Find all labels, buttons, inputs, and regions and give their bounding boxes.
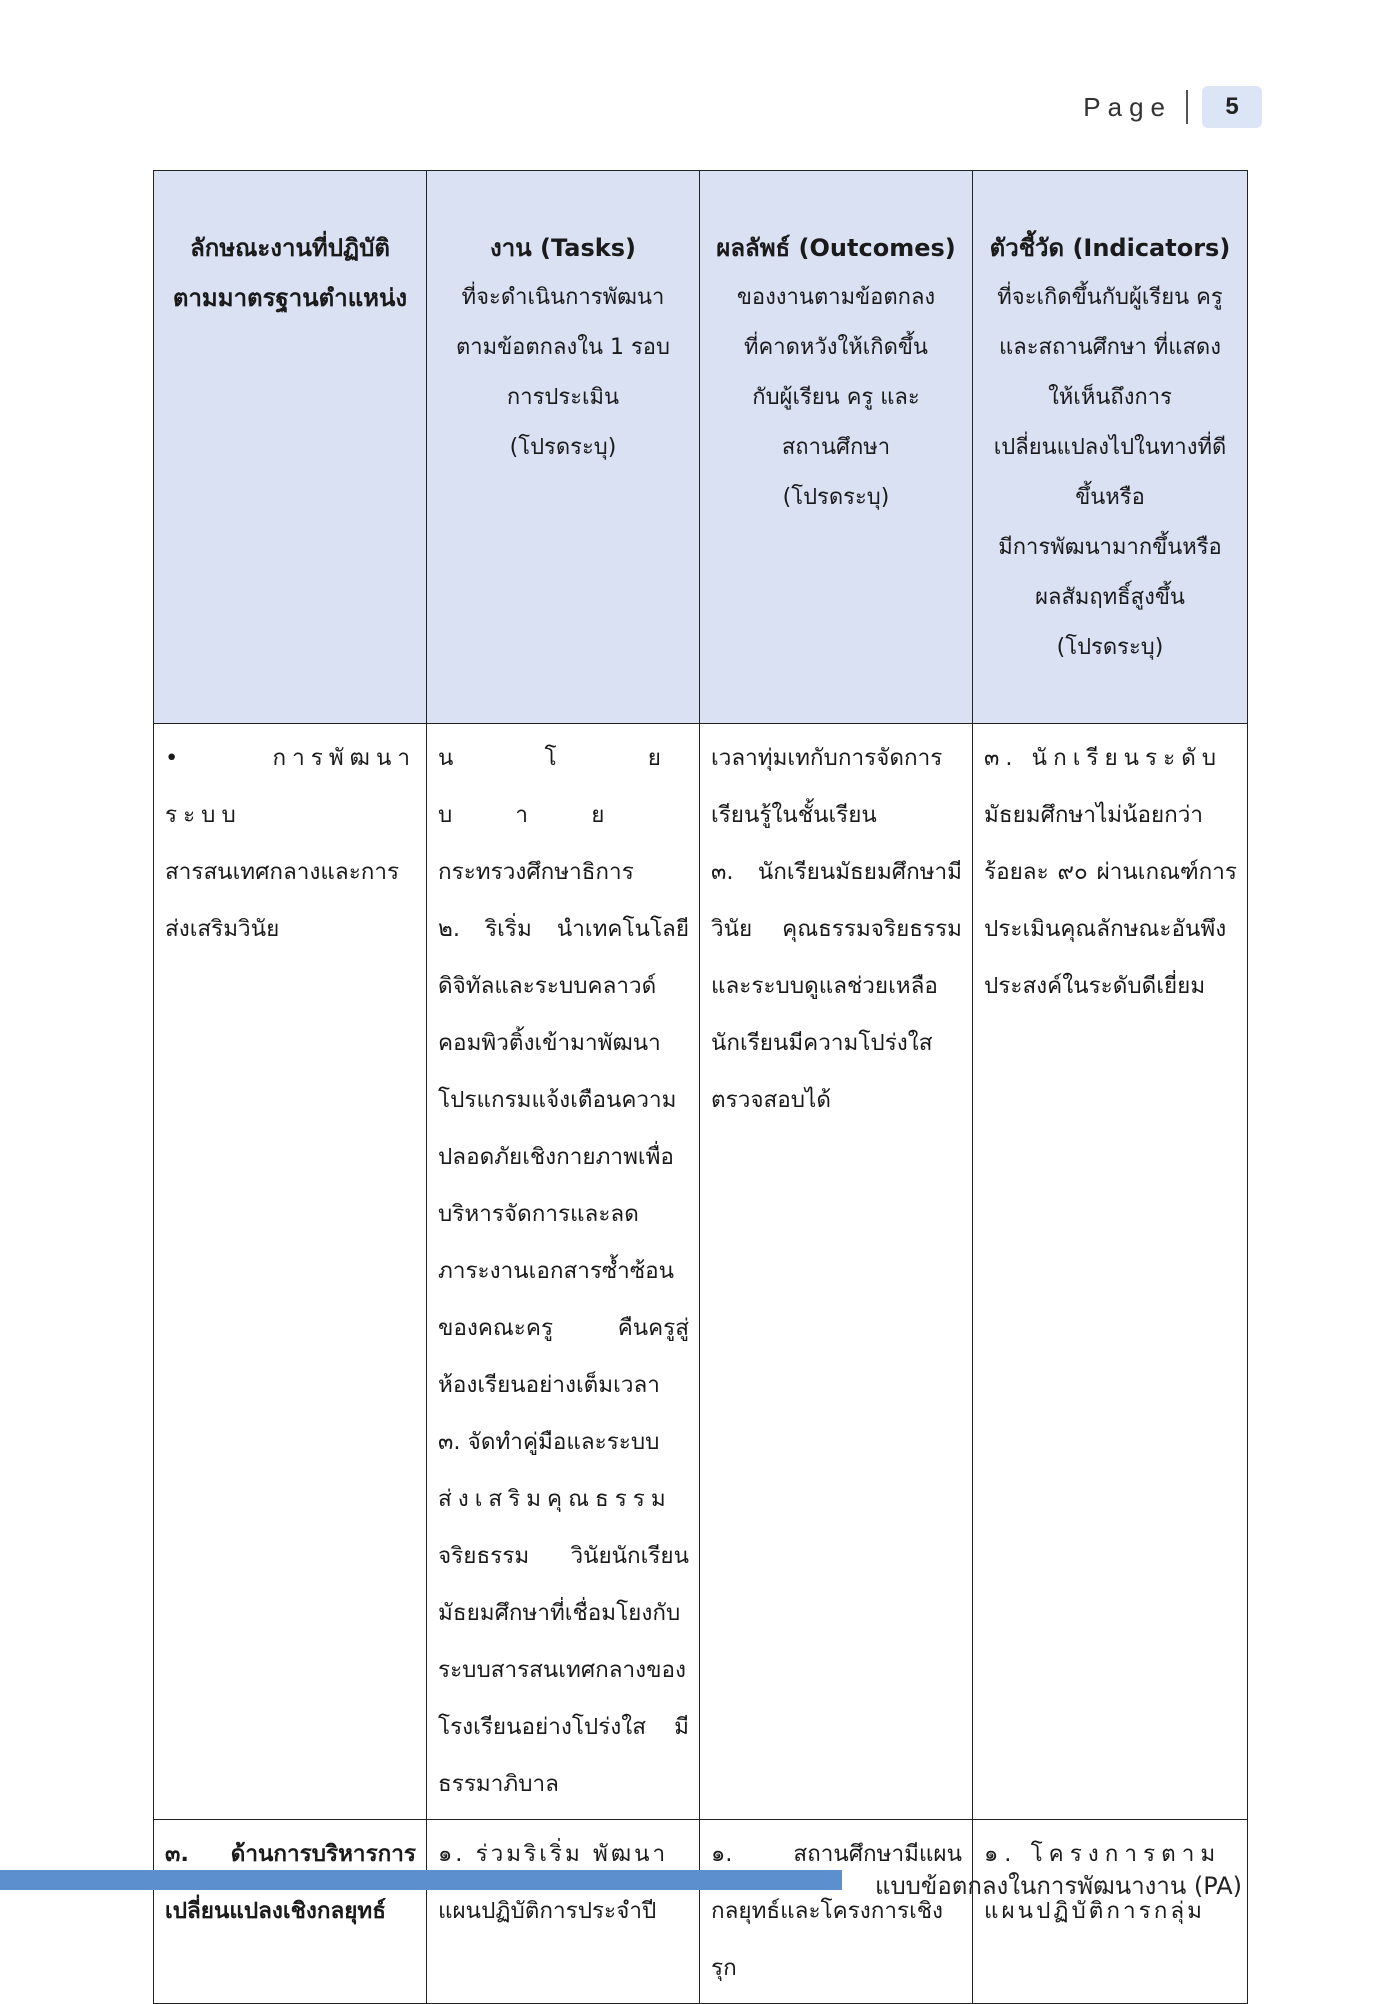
- header-line: (โปรดระบุ): [782, 485, 890, 510]
- row2-tasks-cell: [427, 1820, 700, 2004]
- row1-tasks-cell: [427, 724, 700, 1820]
- cell-text: • การพัฒนาระบบ: [165, 745, 416, 828]
- header-job-characteristics: [154, 171, 427, 724]
- cell-text: ๑. โครงการตาม: [984, 1841, 1222, 1867]
- header-tasks: [427, 171, 700, 724]
- pa-table: [153, 170, 1248, 2004]
- header-line: (โปรดระบุ): [509, 435, 617, 460]
- header-title: ลักษณะงานที่ปฏิบัติ: [190, 234, 390, 262]
- footer-title: แบบข้อตกลงในการพัฒนางาน (PA): [874, 1872, 1242, 1900]
- header-line: กับผู้เรียน ครู และ: [752, 385, 920, 410]
- cell-text: กระทรวงศึกษาธิการ: [438, 859, 634, 885]
- cell-text: ๒. ริเริ่ม นำเทคโนโลยีดิจิทัลและระบบคลาวด์คอมพิวติ้งเข้ามาพัฒนาโปรแกรมแจ้งเตือนความปลอดภัยเชิงกายภาพเพื่อบริหารจัดการและลดภาระงานเอกสารซ้ำซ้อนของคณะครู คืนครูสู่ห้องเรียนอย่างเต็มเวลา: [438, 916, 689, 1398]
- header-line: ตามข้อตกลงใน 1 รอบ: [456, 335, 670, 360]
- page-header: [1083, 86, 1262, 128]
- header-title: ผลลัพธ์ (Outcomes): [716, 234, 956, 262]
- page-number: 5: [1202, 86, 1262, 128]
- row2-indicators-cell: [973, 1820, 1248, 2004]
- header-line: ผลสัมฤทธิ์สูงขึ้น: [1035, 585, 1185, 610]
- cell-text: ๓. นักเรียนมัธยมศึกษามีวินัย คุณธรรมจริยธรรมและระบบดูแลช่วยเหลือนักเรียนมีความโปร่งใสตรวจสอบได้: [711, 859, 962, 1113]
- header-indicators: [973, 171, 1248, 724]
- table-row: [154, 1820, 1248, 2004]
- footer-bar: [0, 1870, 842, 1890]
- page-label: Page: [1083, 91, 1172, 122]
- header-subtitle: ตามมาตรฐานตำแหน่ง: [172, 284, 408, 312]
- cell-text: ๑. สถานศึกษามีแผนกลยุทธ์และโครงการเชิงรุก: [711, 1841, 962, 1981]
- cell-text: แผนปฏิบัติการกลุ่ม: [984, 1898, 1205, 1924]
- row2-outcomes-cell: [700, 1820, 973, 2004]
- row1-characteristics-cell: [154, 724, 427, 1820]
- header-line: เปลี่ยนแปลงไปในทางที่ดี: [993, 435, 1227, 460]
- header-line: มีการพัฒนามากขึ้นหรือ: [998, 535, 1222, 560]
- header-line: ที่คาดหวังให้เกิดขึ้น: [744, 335, 928, 360]
- cell-text: ส่งเสริมคุณธรรม: [438, 1486, 672, 1512]
- header-line: ที่จะเกิดขึ้นกับผู้เรียน ครู: [997, 285, 1223, 310]
- cell-text: มัธยมศึกษาไม่น้อยกว่าร้อยละ ๙๐ ผ่านเกณฑ์การประเมินคุณลักษณะอันพึงประสงค์ในระดับดีเยี่ยม: [984, 802, 1237, 999]
- header-title: งาน (Tasks): [490, 234, 636, 262]
- cell-text: แผนปฏิบัติการประจำปี: [438, 1898, 657, 1924]
- header-line: การประเมิน: [506, 385, 620, 410]
- header-line: สถานศึกษา: [781, 435, 891, 460]
- header-title: ตัวชี้วัด (Indicators): [989, 234, 1231, 262]
- page-separator: [1186, 90, 1188, 124]
- header-line: ขึ้นหรือ: [1075, 485, 1145, 510]
- row1-outcomes-cell: [700, 724, 973, 1820]
- cell-text: น โ ย บ า ย: [438, 745, 689, 828]
- cell-text: ๓. นักเรียนระดับ: [984, 745, 1223, 771]
- table-header-row: [154, 171, 1248, 724]
- header-line: ให้เห็นถึงการ: [1048, 385, 1172, 410]
- cell-text: ๑. ร่วมริเริ่ม พัฒนา: [438, 1841, 669, 1867]
- header-line: (โปรดระบุ): [1056, 635, 1164, 660]
- cell-text: ๓. จัดทำคู่มือและระบบ: [438, 1429, 660, 1455]
- header-line: และสถานศึกษา ที่แสดง: [999, 335, 1221, 360]
- header-outcomes: [700, 171, 973, 724]
- row2-characteristics-cell: [154, 1820, 427, 2004]
- row1-indicators-cell: [973, 724, 1248, 1820]
- cell-text: จริยธรรม วินัยนักเรียนมัธยมศึกษาที่เชื่อมโยงกับระบบสารสนเทศกลางของโรงเรียนอย่างโปร่งใส มีธรรมาภิบาล: [438, 1543, 689, 1797]
- cell-text: ๓. ด้านการบริหารการเปลี่ยนแปลงเชิงกลยุทธ์: [165, 1841, 416, 1924]
- table-row: [154, 724, 1248, 1820]
- cell-text: สารสนเทศกลางและการส่งเสริมวินัย: [165, 859, 400, 942]
- cell-text: เวลาทุ่มเทกับการจัดการเรียนรู้ในชั้นเรียน: [711, 745, 943, 828]
- header-line: ของงานตามข้อตกลง: [736, 285, 936, 310]
- header-line: ที่จะดำเนินการพัฒนา: [461, 285, 665, 310]
